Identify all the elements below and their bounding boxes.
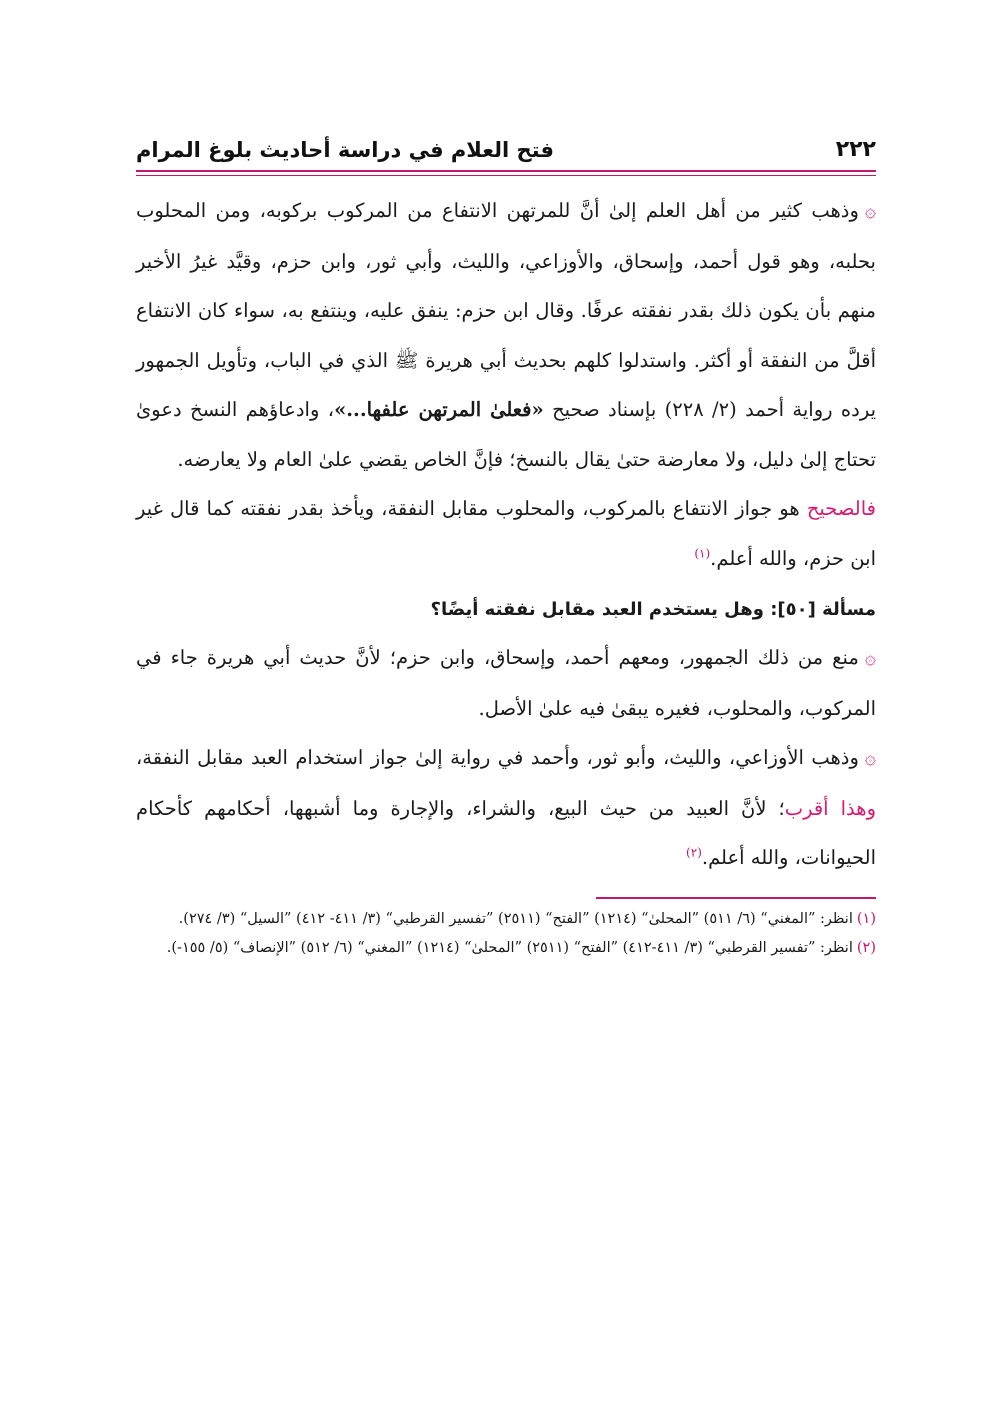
- flower-ornament-icon: ۞: [864, 647, 876, 669]
- footnote-text: انظر: ”المغني“ (٦/ ٥١١) ”المحلىٰ“ (١٢١٤) ”الفتح“ (٢٥١١) ”تفسير القرطبي“ (٣/ ٤١١- ٤١٢) ”السيل“ (٣/ ٢٧٤).: [178, 910, 853, 927]
- footnote-separator: [596, 897, 876, 899]
- hadith-quote: «فعلىٰ المرتهن علفها...»: [334, 398, 544, 421]
- footnote-1: [136, 907, 876, 932]
- page-number: ٢٢٢: [835, 137, 876, 162]
- paragraph-issue-minority: [136, 733, 876, 883]
- book-title: فتح العلام في دراسة أحاديث بلوغ المرام: [136, 138, 554, 162]
- footnote-number: (٢): [856, 939, 876, 956]
- preferred-opinion-highlight: وهذا أقرب: [784, 796, 876, 820]
- footnote-ref-2[interactable]: (٢): [686, 845, 702, 860]
- paragraph-text: هو جواز الانتفاع بالمركوب، والمحلوب مقابل النفقة، ويأخذ بقدر نفقته كما قال غير ابن حزم، والله أعلم.: [136, 497, 876, 570]
- footnote-2: [136, 936, 876, 961]
- paragraph-issue-majority: [136, 633, 876, 733]
- issue-label: مسألة [٥٠]:: [770, 599, 876, 620]
- book-page: [136, 120, 876, 965]
- paragraph-text: منع من ذلك الجمهور، ومعهم أحمد، وإسحاق، وابن حزم؛ لأنَّ حديث أبي هريرة جاء في المركوب، والمحلوب، فغيره يبقىٰ فيه علىٰ الأصل.: [136, 646, 876, 720]
- footnote-text: انظر: ”تفسير القرطبي“ (٣/ ٤١١-٤١٢) ”الفتح“ (٢٥١١) ”المحلىٰ“ (١٢١٤) ”المغني“ (٦/ ٥١٢) ”الإنصاف“ (٥/ ١٥٥-).: [166, 939, 853, 956]
- footnote-ref-1[interactable]: (١): [694, 546, 711, 560]
- paragraph-text: وذهب كثير من أهل العلم إلىٰ أنَّ للمرتهن الانتفاع من المركوب بركوبه، ومن المحلوب بحلبه، وهو قول أحمد، وإسحاق، والأوزاعي، والليث، وأبي ثور، وابن حزم، وقيَّد غيرُ الأخير منهم بأن يكون ذلك بقدر نفقته عرفًا. وقال ابن حزم: ينفق عليه، وينتفع به، سواء كان الانتفاع أقلَّ من النفقة أو أكثر. واستدلوا كلهم بحديث أبي هريرة ﷺ الذي في الباب، وتأويل الجمهور يرده رواية أحمد (٢/ ٢٢٨) بإسناد صحيح: [136, 199, 877, 421]
- header-rule-thin: [136, 175, 876, 176]
- paragraph-opinion-majority: [136, 186, 876, 484]
- paragraph-conclusion: [136, 484, 876, 583]
- flower-ornament-icon: ۞: [864, 200, 876, 222]
- header-rule-thick: [136, 170, 876, 172]
- page-header: [136, 120, 876, 162]
- paragraph-text-continued: ، وادعاؤهم النسخ دعوىٰ تحتاج إلىٰ دليل، ولا معارضة حتىٰ يقال بالنسخ؛ فإنَّ الخاص يقضي علىٰ العام ولا يعارضه.: [136, 398, 876, 471]
- paragraph-text: وذهب الأوزاعي، والليث، وأبو ثور، وأحمد في رواية إلىٰ جواز استخدام العبد مقابل النفقة،: [136, 746, 859, 769]
- paragraph-text-continued: ؛ لأنَّ العبيد من حيث البيع، والشراء، والإجارة وما أشبهها، أحكامهم كأحكام الحيوانات، والله أعلم.: [136, 796, 876, 869]
- body-text: [136, 186, 876, 883]
- flower-ornament-icon: ۞: [864, 747, 876, 769]
- issue-heading: [136, 587, 876, 633]
- issue-question: وهل يستخدم العبد مقابل نفقته أيضًا؟: [430, 599, 764, 620]
- footnote-number: (١): [856, 910, 876, 927]
- footnotes: [136, 907, 876, 961]
- conclusion-lead: فالصحيح: [806, 497, 876, 520]
